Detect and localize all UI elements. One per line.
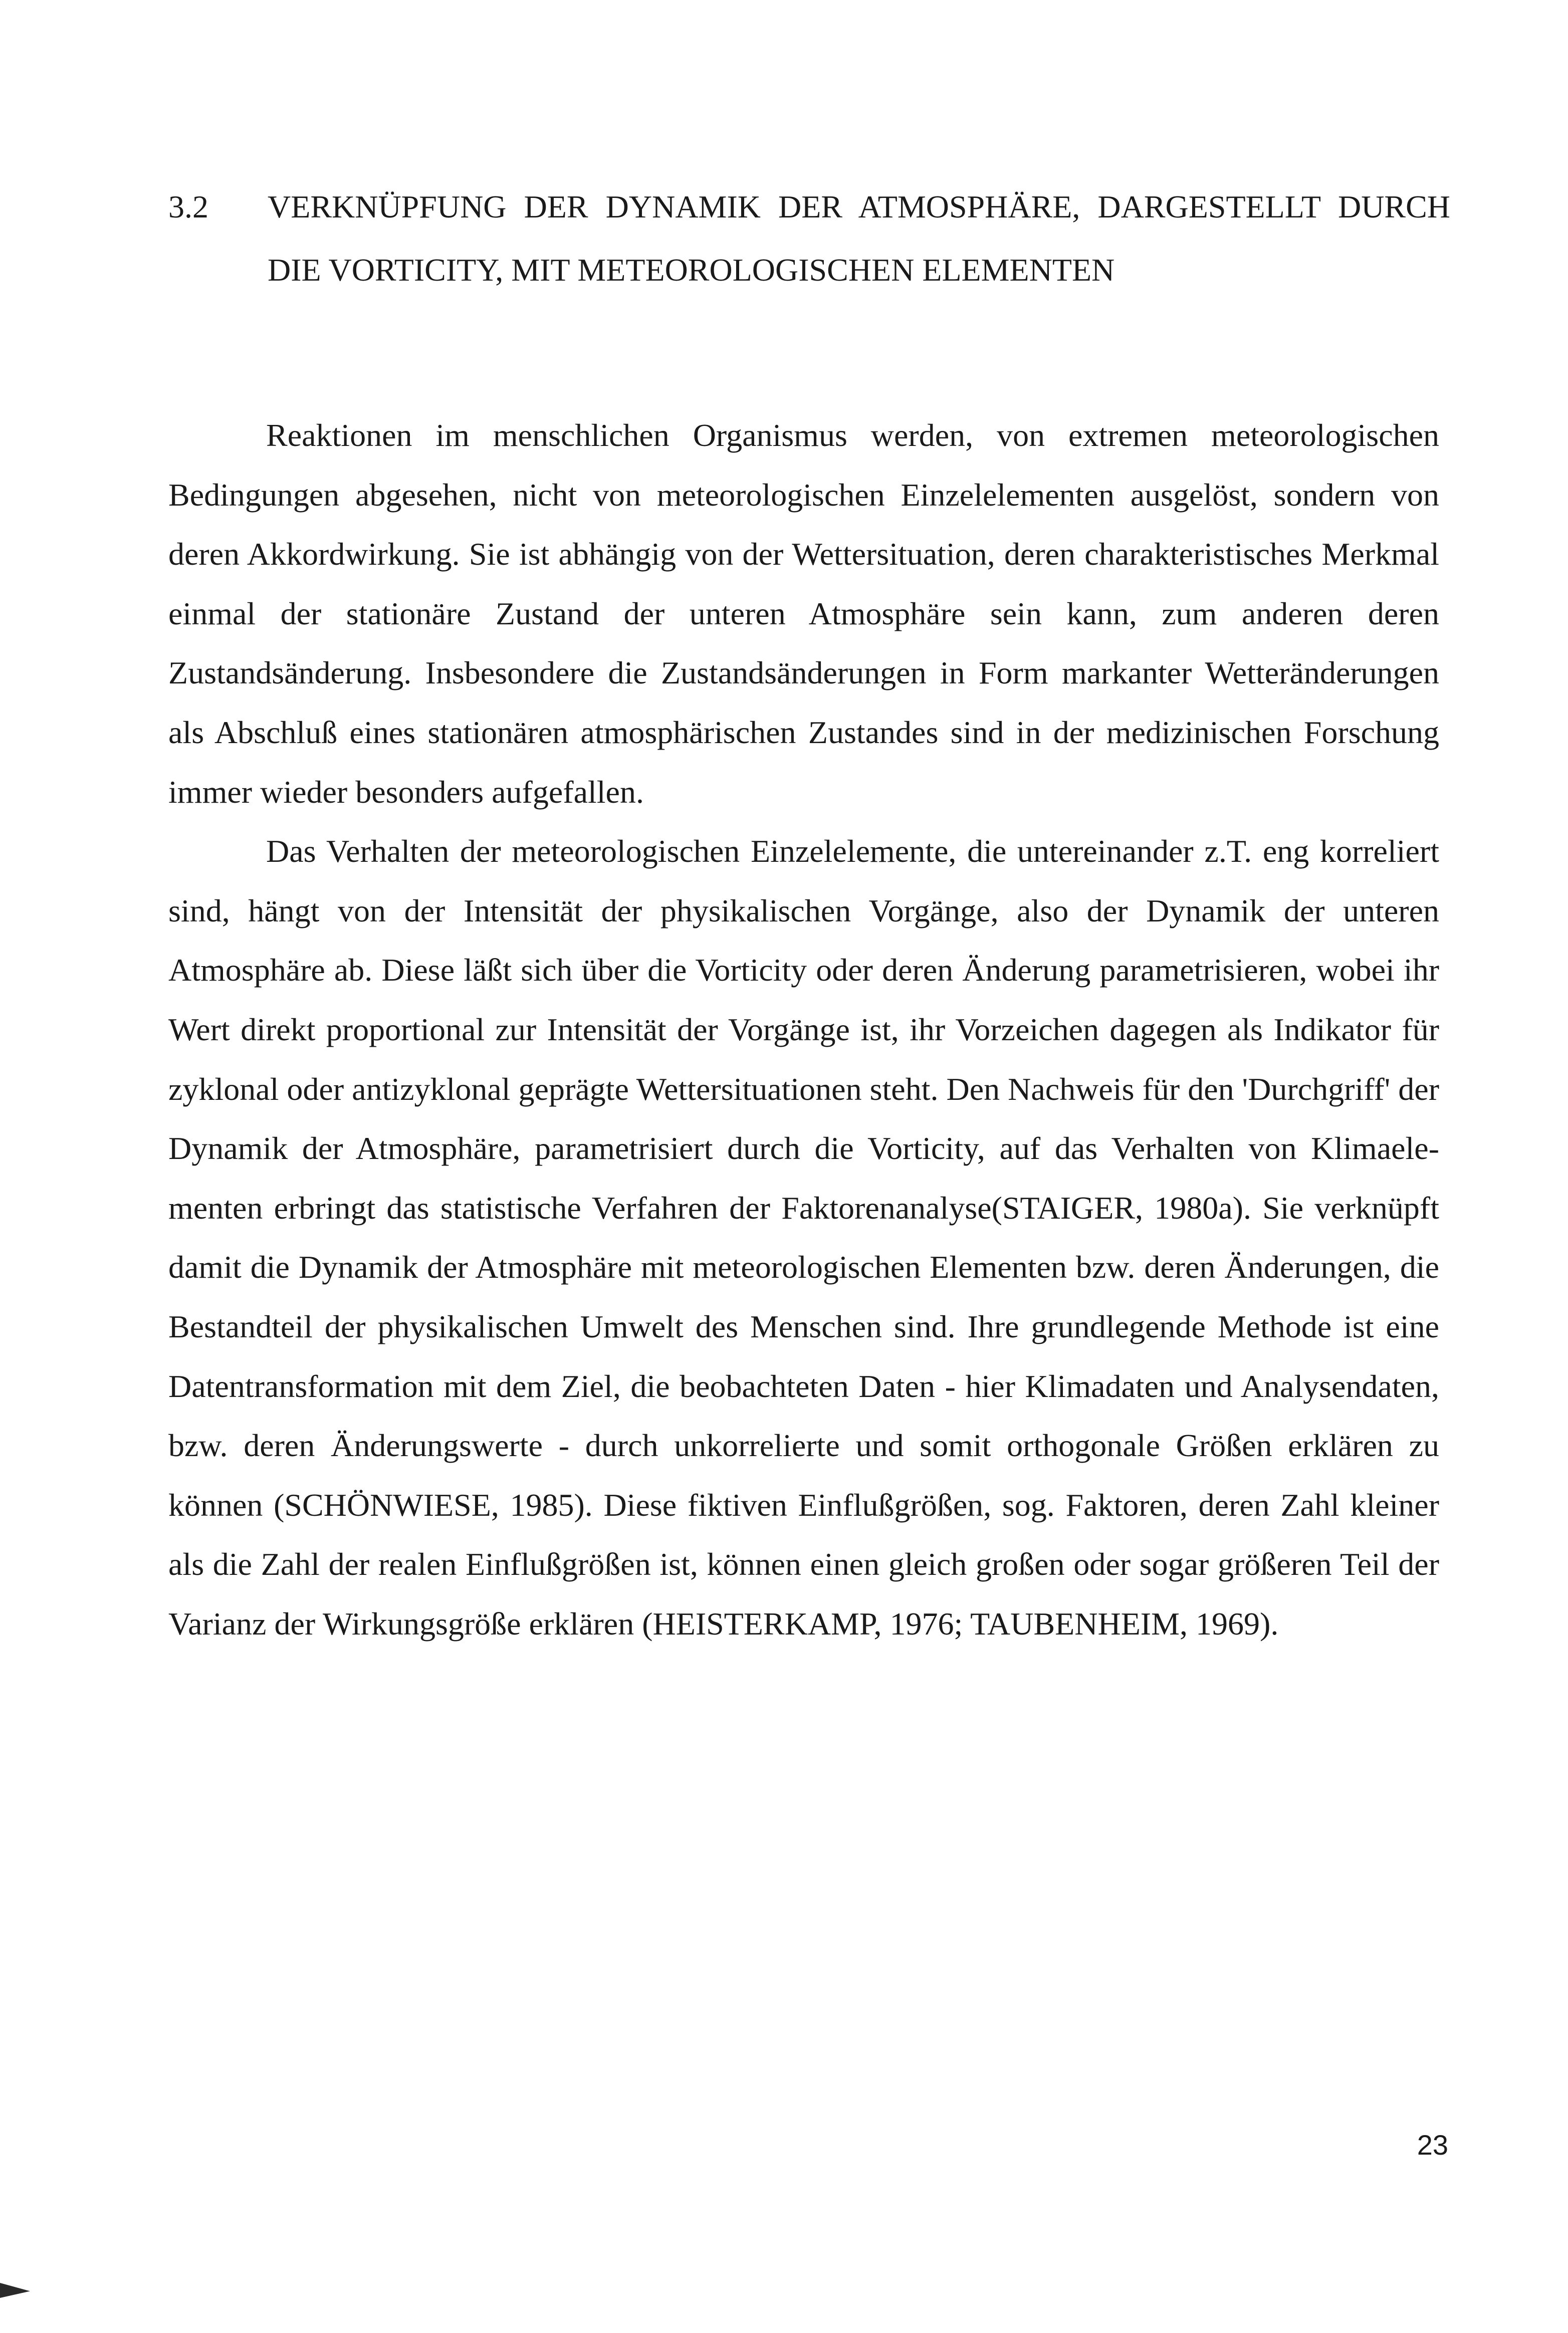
paragraph-1: Reaktionen im menschlichen Organismus werden, von extremen meteorologischen Bedingungen abgesehen, nicht von meteorologischen Einzelelementen ausgelöst, sondern von deren Akkordwirkung. Sie ist abhängig von der Wettersituation, deren charakteristisches Merkmal einmal der stationäre Zustand der unteren Atmosphäre sein kann, zum anderen deren Zustandsänderung. Insbesondere die Zustandsänderungen in Form markanter Wetteränderungen als Abschluß eines stationären atmosphärischen Zustandes sind in der medizinischen Forschung immer wieder besonders aufgefallen.	[168, 417, 1439, 810]
paragraph-2: Das Verhalten der meteorologischen Einzelelemente, die untereinander z.T. eng korreliert sind, hängt von der Intensität der physikalischen Vorgänge, also der Dynamik der unteren Atmosphäre ab. Diese läßt sich über die Vorticity oder deren Änderung parametrisieren, wobei ihr Wert direkt proportional zur Intensität der Vorgänge ist, ihr Vorzeichen dagegen als Indikator für zyklonal oder antizyklonal geprägte Wettersituationen steht. Den Nachweis für den 'Durchgriff' der Dynamik der Atmosphäre, parametrisiert durch die Vorticity, auf das Verhalten von Klimaelementen erbringt das statistische Verfahren der Faktorenanalyse(STAIGER, 1980a). Sie verknüpft damit die Dynamik der Atmosphäre mit meteorologischen Elementen bzw. deren Änderungen, die Bestandteil der physikalischen Umwelt des Menschen sind. Ihre grundlegende Methode ist eine Datentransformation mit dem Ziel, die beobachteten Daten - hier Klimadaten und Analysendaten, bzw. deren Änderungswerte - durch unkorrelierte und somit orthogonale Größen erklären zu können (SCHÖNWIESE, 1985). Diese fiktiven Einflußgrößen, sog. Faktoren, deren Zahl kleiner als die Zahl der realen Einflußgrößen ist, können einen gleich großen oder sogar größeren Teil der Varianz der Wirkungsgröße erklären (HEISTERKAMP, 1976; TAUBENHEIM, 1969).	[168, 833, 1439, 1642]
section-number: 3.2	[168, 189, 208, 224]
page-number: 23	[1417, 2129, 1448, 2161]
body-text	[168, 406, 1439, 1654]
section-title: VERKNÜPFUNG DER DYNAMIK DER ATMOSPHÄRE, DARGESTELLT DURCH DIE VORTICITY, MIT METEOROLOGISCHEN ELEMENTEN	[268, 189, 1450, 288]
scan-edge-mark	[0, 2283, 30, 2298]
